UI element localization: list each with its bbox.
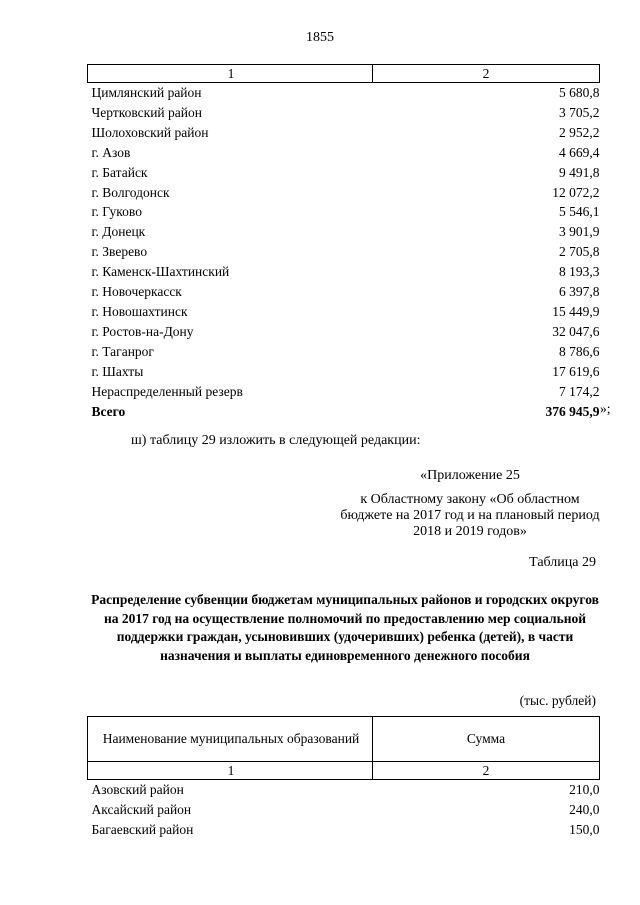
table-row <box>88 202 600 222</box>
table-row <box>88 342 600 362</box>
subvention-amount: 15 449,9 <box>552 303 600 319</box>
table-row <box>88 123 600 143</box>
amendment-instruction: ш) таблицу 29 изложить в следующей редакции: <box>131 433 421 448</box>
subvention-amount: 32 047,6 <box>552 323 600 339</box>
municipality-name: г. Донецк <box>91 224 146 240</box>
municipality-name: Аксайский район <box>91 802 192 817</box>
column-number-row <box>88 762 600 780</box>
subvention-amount: 7 174,2 <box>559 383 600 399</box>
column-number-1: 1 <box>88 762 373 780</box>
table-row <box>88 282 600 302</box>
subvention-amount: 4 669,4 <box>559 144 600 160</box>
table-row <box>88 780 600 801</box>
subvention-amount: 240,0 <box>569 802 600 817</box>
subvention-amount: 9 491,8 <box>559 164 600 180</box>
total-row <box>88 402 600 422</box>
table-row <box>88 800 600 820</box>
municipality-name: Азовский район <box>91 782 184 797</box>
subvention-amount: 12 072,2 <box>552 184 600 200</box>
subvention-amount: 150,0 <box>569 822 600 837</box>
column-number-1: 1 <box>88 65 373 83</box>
subvention-amount: 5 546,1 <box>559 204 600 220</box>
municipality-name: Багаевский район <box>91 822 194 837</box>
total-label: Всего <box>91 403 126 419</box>
column-number-row <box>88 65 600 83</box>
subvention-amount: 2 705,8 <box>559 244 600 260</box>
table-row <box>88 262 600 282</box>
table-number: Таблица 29 <box>529 555 596 570</box>
page-number: 1855 <box>306 30 334 45</box>
table-row <box>88 362 600 382</box>
municipality-name: г. Новошахтинск <box>91 303 188 319</box>
table-row <box>88 322 600 342</box>
table-heading: Распределение субвенции бюджетам муниципальных районов и городских округов на 2017 год на осуществление полномочий по предоставлению мер социальной поддержки граждан, усыновивших (удочеривших) ребенка (детей), в части назначения и выплаты единовременного денежного пособия <box>91 592 599 663</box>
subvention-amount: 8 193,3 <box>559 264 600 280</box>
subvention-amount: 210,0 <box>569 782 600 797</box>
subvention-amount: 3 705,2 <box>559 104 600 120</box>
units-label: (тыс. рублей) <box>519 693 596 708</box>
municipality-name: Цимлянский район <box>91 85 202 100</box>
subvention-table-29 <box>87 716 600 840</box>
column-number-2: 2 <box>373 65 600 83</box>
subvention-amount: 3 901,9 <box>559 224 600 240</box>
table-row <box>88 103 600 123</box>
annex-title: «Приложение 25 <box>420 468 520 483</box>
total-amount: 376 945,9 <box>545 403 600 419</box>
table-row <box>88 302 600 322</box>
municipality-name: г. Гуково <box>91 204 142 220</box>
subvention-amount: 6 397,8 <box>559 284 600 300</box>
table-row <box>88 83 600 103</box>
table-row <box>88 382 600 402</box>
table-row <box>88 820 600 840</box>
annex-reference: к Областному закону «Об областном бюджете на 2017 год и на плановый период 2018 и 2019 годов» <box>340 492 600 539</box>
subvention-amount: 17 619,6 <box>552 363 600 379</box>
municipality-name: г. Таганрог <box>91 343 154 359</box>
municipality-name: Нераспределенный резерв <box>91 383 243 399</box>
municipality-name: г. Волгодонск <box>91 184 170 200</box>
municipality-name: г. Каменск-Шахтинский <box>91 264 230 280</box>
municipality-name: г. Азов <box>91 144 131 160</box>
header-sum: Сумма <box>373 717 600 762</box>
municipality-name: г. Шахты <box>91 363 144 379</box>
subvention-table-continued <box>87 64 600 421</box>
table-row <box>88 143 600 163</box>
municipality-name: г. Батайск <box>91 164 148 180</box>
subvention-amount: 8 786,6 <box>559 343 600 359</box>
table-row <box>88 183 600 203</box>
municipality-name: Чертковский район <box>91 104 202 120</box>
subvention-amount: 2 952,2 <box>559 124 600 140</box>
municipality-name: Шолоховский район <box>91 124 209 140</box>
municipality-name: г. Зверево <box>91 244 148 260</box>
column-number-2: 2 <box>373 762 600 780</box>
subvention-amount: 5 680,8 <box>559 85 600 100</box>
table-row <box>88 242 600 262</box>
table-header-row <box>88 717 600 762</box>
header-municipality-name: Наименование муниципальных образований <box>88 717 373 762</box>
table-row <box>88 222 600 242</box>
table-row <box>88 163 600 183</box>
municipality-name: г. Ростов-на-Дону <box>91 323 194 339</box>
quote-close-mark: »; <box>600 401 611 416</box>
municipality-name: г. Новочеркасск <box>91 284 182 300</box>
